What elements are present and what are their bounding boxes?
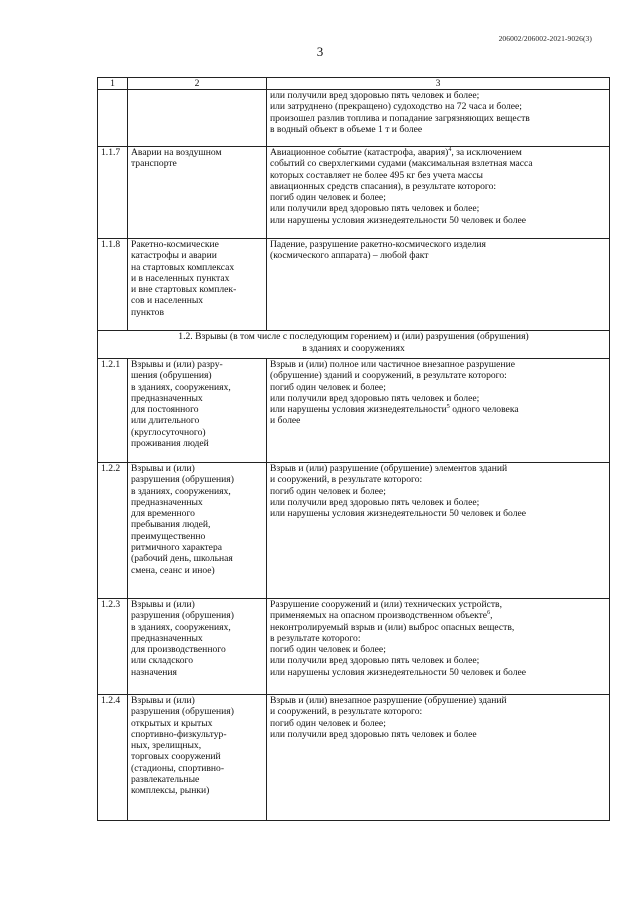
criteria-line: или получили вред здоровью пять человек и более;	[270, 90, 480, 101]
event-name-cell	[128, 239, 267, 331]
event-name-line: открытых и крытых	[131, 717, 213, 729]
footnote-ref: 5	[446, 404, 450, 410]
event-name-cell	[128, 599, 267, 695]
criteria-line: или нарушены условия жизнедеятельности 50 человек и более	[270, 508, 527, 520]
event-name-line: проживания людей	[131, 438, 209, 450]
event-name-line: (рабочий день, школьная	[131, 553, 233, 565]
column-header: 2	[128, 78, 267, 90]
event-name-line: преимущественно	[131, 530, 206, 542]
criteria-line: Взрыв и (или) разрушение (обрушение) элементов зданий	[270, 463, 508, 474]
criteria-line: или нарушены условия жизнедеятельности 50 человек и более	[270, 666, 527, 678]
event-name-line: в зданиях, сооружениях,	[131, 621, 231, 633]
section-heading-line: в зданиях и сооружениях	[302, 343, 405, 354]
event-name-line: катастрофы и аварии	[131, 250, 217, 262]
criteria-line: погиб один человек и более;	[270, 381, 386, 393]
event-name-cell	[128, 147, 267, 239]
event-name-line: Аварии на воздушном	[131, 147, 222, 158]
event-name-line: для временного	[131, 508, 195, 520]
event-name-line: разрушения (обрушения)	[131, 610, 234, 622]
section-row	[98, 331, 610, 359]
event-name-line: для производственного	[131, 644, 226, 656]
criteria-line: Разрушение сооружений и (или) технических устройств,	[270, 599, 502, 610]
criteria-line: погиб один человек и более;	[270, 485, 386, 497]
criteria-line: (обрушение) зданий и сооружений, в результате которого:	[270, 370, 507, 382]
event-name-line: разрушения (обрушения)	[131, 474, 234, 486]
row-number: 1.1.8	[98, 239, 128, 331]
table-row	[98, 463, 610, 599]
event-name-line: или длительного	[131, 415, 200, 427]
event-name-line: (стадионы, спортивно-	[131, 762, 225, 774]
event-name-line: пребывания людей,	[131, 519, 211, 531]
event-name-line: и в населенных пунктах	[131, 272, 230, 284]
criteria-line: или получили вред здоровью пять человек и более;	[270, 496, 480, 508]
event-name-cell	[128, 463, 267, 599]
table-row	[98, 695, 610, 821]
event-name-line: или складского	[131, 655, 194, 667]
table-header-row	[98, 78, 610, 90]
criteria-line: и более	[270, 415, 301, 427]
criteria-line: погиб один человек и более;	[270, 644, 386, 656]
section-heading-line: 1.2. Взрывы (в том числе с последующим горением) и (или) разрушения (обрушения)	[178, 331, 529, 342]
criteria-line: неконтролируемый взрыв и (или) выброс опасных веществ,	[270, 621, 515, 633]
row-number: 1.2.4	[98, 695, 128, 821]
criteria-line: или затруднено (прекращено) судоходство на 72 часа и более;	[270, 101, 522, 113]
footnote-ref: 6	[487, 610, 491, 617]
criteria-line: или нарушены условия жизнедеятельности 50 человек и более	[270, 214, 527, 226]
criteria-line: и сооружений, в результате которого:	[270, 706, 423, 718]
row-number: 1.2.1	[98, 359, 128, 463]
criteria-line: которых составляет не более 495 кг без учета массы	[270, 169, 483, 181]
event-name-line: предназначенных	[131, 496, 203, 508]
event-name-line: пунктов	[131, 306, 164, 318]
event-name-line: Взрывы и (или)	[131, 463, 195, 474]
criteria-cell: Разрушение сооружений и (или) технических устройств, применяемых на опасном производственном объекте$^6$, неконтролируемый взрыв и (или) выброс опасных веществ, в результате которого: погиб один человек и более; или получили вред здоровью пять человек и более; или нарушены условия жизнедеятельности 50 человек и более	[267, 599, 610, 695]
criteria-cell	[267, 90, 610, 147]
criteria-line: в результате которого:	[270, 632, 361, 644]
footnote-ref: 4	[448, 146, 452, 153]
event-name-line: ных, зрелищных,	[131, 740, 202, 752]
criteria-line: и сооружений, в результате которого:	[270, 474, 423, 486]
criteria-line: или получили вред здоровью пять человек и более;	[270, 392, 480, 404]
event-name-line: предназначенных	[131, 632, 203, 644]
event-name-cell	[128, 695, 267, 821]
event-name-line: Взрывы и (или)	[131, 695, 195, 706]
criteria-line: или нарушены условия жизнедеятельности	[270, 404, 447, 416]
criteria-cell: Авиационное событие (катастрофа, авария)$^4$, за исключением событий со сверхлегкими судами (максимальная взлетная масса которых составляет не более 495 кг без учета массы авиационных средств спасания), в результате которого: погиб один человек и более; или получили вред здоровью пять человек и более; или нарушены условия жизнедеятельности 50 человек и более	[267, 147, 610, 239]
criteria-line: Взрыв и (или) внезапное разрушение (обрушение) зданий	[270, 695, 507, 706]
event-name-line: ритмичного характера	[131, 542, 222, 554]
event-name-line: торговых сооружений	[131, 751, 221, 763]
event-name-line: спортивно-физкультур-	[131, 728, 227, 740]
table-row	[98, 239, 610, 331]
row-number: 1.2.3	[98, 599, 128, 695]
event-name-line: шения (обрушения)	[131, 370, 212, 382]
event-name-line: Взрывы и (или) разру-	[131, 359, 223, 370]
event-name-line: и вне стартовых комплек-	[131, 284, 237, 296]
event-name-line: смена, сеанс и иное)	[131, 564, 215, 576]
event-name-line: назначения	[131, 666, 177, 678]
table-row	[98, 359, 610, 463]
event-name-line: для постоянного	[131, 404, 199, 416]
page-number: 3	[316, 44, 324, 59]
criteria-cell	[267, 695, 610, 821]
event-name-line: (круглосуточного)	[131, 426, 206, 438]
criteria-line: (космического аппарата) – любой факт	[270, 250, 429, 262]
event-name-line: транспорте	[131, 158, 177, 170]
criteria-line: в водный объект в объеме 1 т и более	[270, 123, 423, 135]
criteria-line: погиб один человек и более;	[270, 717, 386, 729]
table-row	[98, 599, 610, 695]
event-name-line: Ракетно-космические	[131, 239, 219, 250]
criteria-line: применяемых на опасном производственном объекте	[270, 610, 488, 622]
criteria-line: авиационных средств спасания), в результате которого:	[270, 180, 497, 192]
table-row	[98, 90, 610, 147]
column-header: 3	[267, 78, 610, 90]
event-name-line: на стартовых комплексах	[131, 261, 235, 273]
event-name-line: Взрывы и (или)	[131, 599, 195, 610]
table-row	[98, 147, 610, 239]
criteria-table	[97, 77, 610, 821]
criteria-line: произошел разлив топлива и попадание загрязняющих веществ	[270, 112, 530, 124]
criteria-line: или получили вред здоровью пять человек и более;	[270, 655, 480, 667]
event-name-line: комплексы, рынки)	[131, 785, 210, 797]
criteria-line: или получили вред здоровью пять человек и более	[270, 728, 477, 740]
criteria-line: событий со сверхлегкими судами (максимальная взлетная масса	[270, 158, 533, 170]
row-number: 1.2.2	[98, 463, 128, 599]
event-name-line: развлекательные	[131, 774, 200, 786]
criteria-line: погиб один человек и более;	[270, 192, 386, 204]
column-header: 1	[98, 78, 128, 90]
event-name-cell	[128, 359, 267, 463]
section-heading	[98, 331, 610, 359]
criteria-line: или получили вред здоровью пять человек и более;	[270, 203, 480, 215]
criteria-cell	[267, 239, 610, 331]
criteria-line: Падение, разрушение ракетно-космического изделия	[270, 239, 486, 250]
criteria-cell	[267, 463, 610, 599]
event-name-line: в зданиях, сооружениях,	[131, 381, 231, 393]
event-name-line: предназначенных	[131, 392, 203, 404]
row-number: 1.1.7	[98, 147, 128, 239]
criteria-line: Авиационное событие (катастрофа, авария)	[270, 147, 449, 158]
event-name-line: сов и населенных	[131, 295, 204, 307]
criteria-cell: Взрыв и (или) полное или частичное внезапное разрушение (обрушение) зданий и сооружений, в результате которого: погиб один человек и более; или получили вред здоровью пять человек и более; или нарушены условия жизнедеятельности$^5$ одного человека и более	[267, 359, 610, 463]
event-name-line: разрушения (обрушения)	[131, 706, 234, 718]
event-name-line: в зданиях, сооружениях,	[131, 485, 231, 497]
document-number: 206002/206002-2021-9026(3)	[498, 34, 592, 43]
criteria-line: Взрыв и (или) полное или частичное внезапное разрушение	[270, 359, 515, 370]
